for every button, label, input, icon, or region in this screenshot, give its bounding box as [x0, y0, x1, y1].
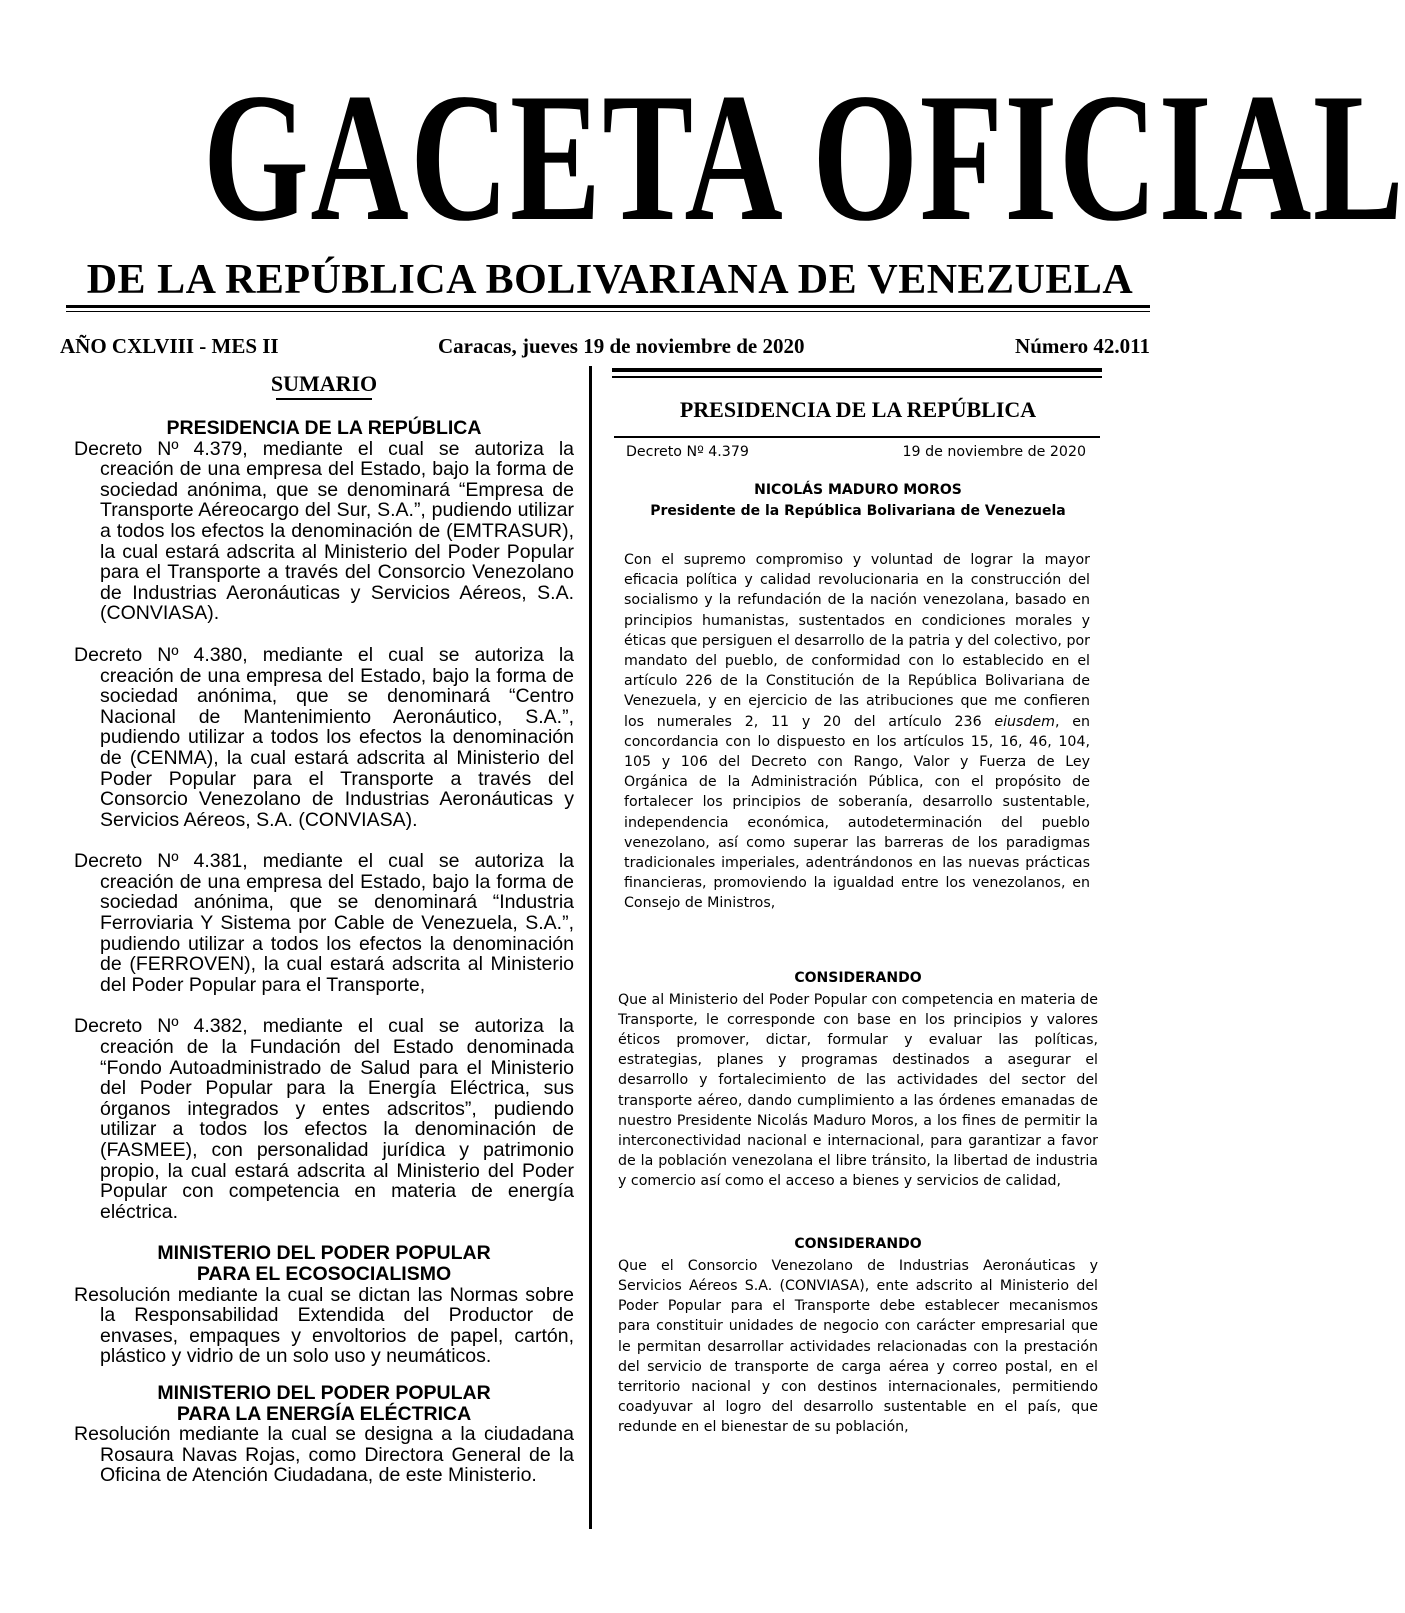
- issue-place-date: Caracas, jueves 19 de noviembre de 2020: [438, 334, 805, 358]
- header-rule-top-thin: [66, 311, 1150, 312]
- sumario-section-heading: PARA EL ECOSOCIALISMO: [196, 1262, 452, 1285]
- considerando-heading: CONSIDERANDO: [794, 1235, 922, 1252]
- sumario-section-heading: PRESIDENCIA DE LA REPÚBLICA: [166, 417, 482, 439]
- gazette-masthead-title: GACETA OFICIAL: [203, 55, 1405, 259]
- column-divider: [589, 366, 592, 1529]
- decree-number: Decreto Nº 4.379: [626, 444, 749, 460]
- sumario-title: SUMARIO: [270, 371, 378, 396]
- decree-date: 19 de noviembre de 2020: [902, 444, 1086, 460]
- sumario-entry: Decreto Nº 4.380, mediante el cual se autoriza la creación de una empresa del Estado, bajo la forma de sociedad anónima, que se denominará “Centro Nacional de Mantenimiento Aeronáutico, S.A.”, pudiendo utilizar a todos los efectos la denominación de (CENMA), la cual estará adscrita al Ministerio del Poder Popular para el Transporte a través del Consorcio Venezolano de Industrias Aeronáuticas y Servicios Aéreos, S.A. (CONVIASA).: [74, 643, 574, 831]
- decree-number-date-line: [618, 442, 1098, 464]
- sumario-underline: [276, 398, 372, 400]
- sumario-section-heading: MINISTERIO DEL PODER POPULAR: [157, 1242, 491, 1265]
- decree-signer-title: Presidente de la República Bolivariana de Venezuela: [650, 503, 1066, 519]
- decree-signer-name: NICOLÁS MADURO MOROS: [754, 482, 962, 498]
- sumario-entry: Resolución mediante la cual se dictan las Normas sobre la Responsabilidad Extendida del Productor de envases, empaques y envoltorios de papel, cartón, plástico y vidrio de un solo uso y neumáticos.: [74, 1283, 574, 1368]
- sumario-entry: Decreto Nº 4.379, mediante el cual se autoriza la creación de una empresa del Estado, bajo la forma de sociedad anónima, que se denominará “Empresa de Transporte Aéreocargo del Sur, S.A.”, pudiendo utilizar a todos los efectos la denominación de (EMTRASUR), la cual estará adscrita al Ministerio del Poder Popular para el Transporte a través del Consorcio Venezolano de Industrias Aeronáuticas y Servicios Aéreos, S.A. (CONVIASA).: [74, 437, 574, 625]
- decree-column: [618, 360, 1098, 1438]
- issue-info-bar: [60, 333, 1150, 359]
- header-rule-top-thick: [66, 305, 1150, 308]
- decree-preamble-text-continued: , en concordancia con lo dispuesto en los artículos 15, 16, 46, 104, 105 y 106 del Decreto con Rango, Valor y Fuerza de Ley Orgánica de la Administración Pública, con el propósito de fortalecer los principios de soberanía, desarrollo sustentable, independencia económica, autodeterminación del pueblo venezolano, así como superar las barreras de los paradigmas tradicionales imperiales, adentrándonos en las nuevas prácticas financieras, promoviendo la igualdad entre los venezolanos, en Consejo de Ministros,: [624, 713, 1090, 912]
- sumario-section-heading: PARA LA ENERGÍA ELÉCTRICA: [176, 1402, 472, 1425]
- considerando-text: Que el Consorcio Venezolano de Industrias Aeronáuticas y Servicios Aéreos S.A. (CONVIASA), ente adscrito al Ministerio del Poder Popular para el Transporte debe establecer mecanismos para constituir unidades de negocio con carácter empresarial que le permitan desarrollar actividades relacionadas con la prestación del servicio de transporte de carga aérea y correo postal, en el territorio nacional y con destinos internacionales, permitiendo coadyuvar al logro del desarrollo sustentable en el país, que redunde en el bienestar de su población,: [618, 1257, 1098, 1436]
- decree-section-heading: PRESIDENCIA DE LA REPÚBLICA: [679, 397, 1037, 422]
- gazette-masthead-subtitle: DE LA REPÚBLICA BOLIVARIANA DE VENEZUELA: [86, 257, 1134, 303]
- sumario-entry: Resolución mediante la cual se designa a la ciudadana Rosaura Navas Rojas, como Directora General de la Oficina de Atención Ciudadana, de este Ministerio.: [74, 1423, 574, 1487]
- issue-year-month: AÑO CXLVIII - MES II: [60, 334, 279, 358]
- decree-preamble: [618, 550, 1098, 914]
- issue-number: Número 42.011: [1015, 334, 1150, 358]
- sumario-column: [74, 370, 574, 1502]
- sumario-entry: Decreto Nº 4.381, mediante el cual se autoriza la creación de una empresa del Estado, bajo la forma de sociedad anónima, que se denominará “Industria Ferroviaria Y Sistema por Cable de Venezuela, S.A.”, pudiendo utilizar a todos los efectos la denominación de (FERROVEN), la cual estará adscrita al Ministerio del Poder Popular para el Transporte,: [74, 850, 574, 996]
- considerando-heading: CONSIDERANDO: [794, 969, 922, 986]
- considerando-text: Que al Ministerio del Poder Popular con competencia en materia de Transporte, le corresponde con base en los principios y valores éticos promover, dictar, formular y evaluar las políticas, estrategias, planes y programas destinados a asegurar el desarrollo y fortalecimiento de las actividades del sector del transporte aéreo, dando cumplimiento a las órdenes emanadas de nuestro Presidente Nicolás Maduro Moros, a los fines de permitir la interconectividad nacional e internacional, para garantizar a favor de la población venezolana el libre tránsito, la libertad de industria y comercio así como el acceso a bienes y servicios de calidad,: [618, 991, 1098, 1190]
- sumario-entry: Decreto Nº 4.382, mediante el cual se autoriza la creación de la Fundación del Estado denominada “Fondo Autoadministrado de Salud para el Ministerio del Poder Popular para la Energía Eléctrica, sus órganos integrados y entes adscritos”, pudiendo utilizar a todos los efectos la denominación de (FASMEE), con personalidad jurídica y patrimonio propio, la cual estará adscrita al Ministerio del Poder Popular con competencia en materia de energía eléctrica.: [74, 1015, 574, 1223]
- decree-heading-rule: [614, 436, 1100, 438]
- sumario-section-heading: MINISTERIO DEL PODER POPULAR: [157, 1381, 491, 1404]
- decree-preamble-text: Con el supremo compromiso y voluntad de lograr la mayor eficacia política y calidad revolucionaria en la construcción del socialismo y la refundación de la nación venezolana, basado en principios humanistas, sustentados en condiciones morales y éticas que persiguen el desarrollo de la patria y del colectivo, por mandato del pueblo, de conformidad con lo establecido en el artículo 226 de la Constitución de la República Bolivariana de Venezuela, y en ejercicio de las atribuciones que me confieren los numerales 2, 11 y 20 del artículo 236: [624, 552, 1090, 730]
- decree-preamble-italic: eiusdem: [994, 713, 1055, 730]
